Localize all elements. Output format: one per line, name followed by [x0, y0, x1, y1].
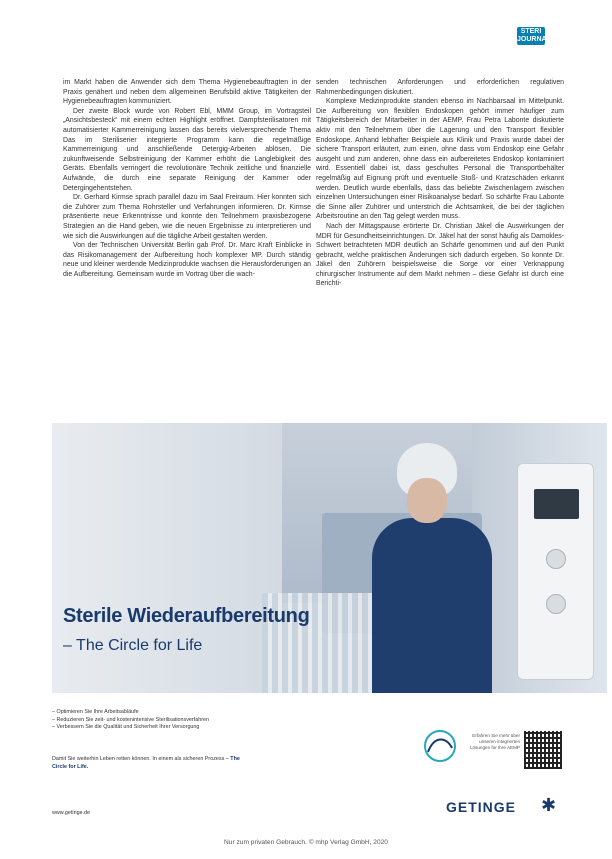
paragraph: im Markt haben die Anwender sich dem Thema Hygienebeauftragten in der Praxis genähert und neben dem allgemeinen Berufsbild aktive Tätigkeiten der Hygienebeauftragten kommuniziert.: [63, 79, 311, 106]
cta-text: Damit Sie weiterhin Leben retten können. In einem als sicheren Prozess –: [52, 756, 229, 762]
list-item: – Verbessern Sie die Qualität und Sicherheit Ihrer Versorgung: [52, 724, 200, 731]
list-item: – Reduzieren Sie zeit- und kostenintensive Sterilisationsverfahren: [52, 716, 210, 723]
advert-subline: – The Circle for Life: [63, 637, 203, 654]
article-column-right: [316, 78, 564, 289]
list-item: – Optimieren Sie Ihre Arbeitsabläufe: [52, 709, 139, 715]
article-column-left: [63, 78, 311, 279]
qr-caption: Erfahren Sie mehr über unseren integrierten Lösungen für Ihre AEMP: [469, 733, 520, 750]
paragraph: Von der Technischen Universität Berlin gab Prof. Dr. Marc Kraft Einblicke in das Risikomanagement der Aufbereitung hoch komplexer MP. Durch ständig neue und kleiner werdende Medizinprodukte wachsen die Herausforderungen an die Aufbereitung. Gemeinsam wurde im Vortrag über die wach-: [63, 242, 311, 278]
brand-wordmark: GETINGE: [446, 799, 517, 815]
advert-url-link[interactable]: www.getinge.de: [52, 810, 91, 816]
paragraph: Komplexe Medizinprodukte standen ebenso im Nachbarsaal im Mittelpunkt. Die Aufbereitung von flexiblen Endoskopen gehört immer häufiger zum Tätigkeitsbereich der Mitarbeiter in der AEMP. Frau Petra Labonte diskutierte aktiv mit den Teilnehmern über die Lagerung und den Transport flexibler Endoskope. Anhand lebhafter Beispiele aus Klinik und Praxis wurde dabei der sichere Transport erläutert, zum einen, ohne dass vom Endoskop eine Gefahr ausgeht und zum anderen, ohne dass ein aufbereitetes Endoskop kontaminiert wird. Essentiell dabei ist, dass geschultes Personal die Transportbehälter regelmäßig auf Eignung prüft und eventuelle Stoß- und Kratzschäden erkannt werden. Deutlich wurde ebenfalls, dass das beliebte Zwischenlagern zwischen einzelnen Untersuchungen einer Risikoanalyse bedarf. So schärfte Frau Labonte die Sinne aller Zuhörer und unterstrich die Achtsamkeit, die bei der täglichen Arbeitsroutine an den Tag gelegt werden muss.: [316, 98, 564, 221]
advert-cta: [52, 756, 252, 771]
circle-swirl-icon: [420, 726, 460, 766]
paragraph: senden technischen Anforderungen und erforderlichen regulativen Rahmenbedingungen diskutiert.: [316, 79, 564, 96]
paragraph: Nach der Mittagspause erörterte Dr. Christian Jäkel die Auswirkungen der MDR für Gesundheitseinrichtungen. Dr. Jäkel hat der sonst häufig als Damokles-Schwert betrachteten MDR deutlich an Schärfe genommen und auf den Punkt gebracht, welche praktischen Änderungen sich dadurch ergeben. So konnte Dr. Jäkel den Zuhörern beispielsweise die Sorge vor einer Verknappung chirurgischer Instrumente auf dem Markt nehmen – diese Gefahr ist durch eine Berichti-: [316, 222, 564, 288]
brand-star-icon: ✱: [541, 795, 557, 815]
paragraph: Dr. Gerhard Kirmse sprach parallel dazu im Saal Freiraum. Hier konnten sich die Zuhörer zum Thema Rohrsteller und Verfahrungen informieren. Dr. Kirmse präsentierte neue Erkenntnisse und konnte den Teilnehmern praxisbezogene Strategien an die Hand geben, wie die neuen Ergebnisse zu interpretieren und wie sich die Auswirkungen auf die tägliche Arbeit gestalten werden.: [63, 194, 311, 240]
qr-code-icon[interactable]: [524, 731, 562, 769]
cta-slogan: The Circle for Life.: [52, 756, 240, 770]
paragraph: Der zweite Block wurde von Robert Ebl, MMM Group, im Vortragsteil „Ansichtsbesteck“ mit einem echten Highlight eröffnet. Dampfsterilisatoren mit automatisierter Kammerreinigung lassen das bereits vielversprechende Thema Das im Steriliserier integrierte Programm kann die regelmäßige Kammerreinigung und anschließende Detergig-Arbeiten ablösen. Die zukunftweisende Selbstreinigung der Kammer erhöht die Langlebigkeit des Geräts. Ebenfalls verringert die revolutionäre Technik zeitliche und finanzielle Aufwände, die durch eine separate Reinigung der Kammer oder Detergingehentstehen.: [63, 107, 311, 192]
advert-headline: Sterile Wiederaufbereitung: [63, 605, 310, 627]
sterilizer-control-panel-icon: [517, 463, 594, 680]
page-footer: Nur zum privaten Gebrauch. © mhp Verlag GmbH, 2020: [224, 839, 388, 846]
advert-bullet-list: [52, 709, 209, 732]
journal-logo: STERI JOURNAL: [517, 28, 551, 43]
